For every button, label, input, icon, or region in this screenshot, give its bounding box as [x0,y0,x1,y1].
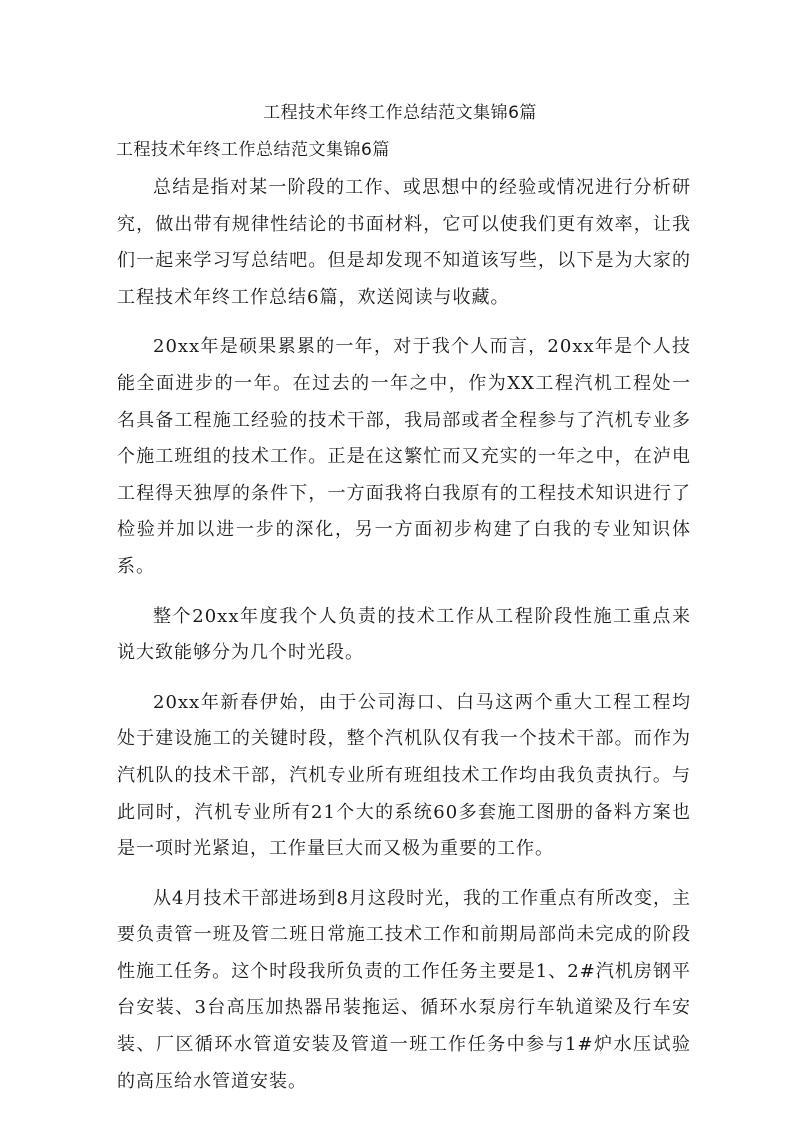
paragraph-intro: 总结是指对某一阶段的工作、或思想中的经验或情况进行分析研究，做出带有规律性结论的书面材料，它可以使我们更有效率，让我们一起来学习写总结吧。但是却发现不知道该写些，以下是为大家的工程技术年终工作总结6篇，欢送阅读与收藏。 [117,177,691,308]
paragraph-time-periods: 整个20xx年度我个人负责的技术工作从工程阶段性施工重点来说大致能够分为几个时光段。 [117,605,691,664]
document-title: 工程技术年终工作总结范文集锦6篇 [263,103,537,123]
document-body [117,170,691,1113]
paragraph-year-overview: 20xx年是硕果累累的一年，对于我个人而言，20xx年是个人技能全面进步的一年。在过去的一年之中，作为XX工程汽机工程处一名具备工程施工经验的技术干部，我局部或者全程参与了汽机专业多个施工班组的技术工作。正是在这繁忙而又充实的一年之中，在泸电工程得天独厚的条件下，一方面我将白我原有的工程技术知识进行了检验并加以进一步的深化，另一方面初步构建了白我的专业知识体系。 [117,336,691,577]
document-subtitle: 工程技术年终工作总结范文集锦6篇 [116,140,390,160]
paragraph-april-august: 从4月技术干部进场到8月这段时光，我的工作重点有所改变，主要负责管一班及管二班日常施工技术工作和前期局部尚未完成的阶段性施工任务。这个时段我所负责的工作任务主要是1、2#汽机房钢平台安装、3台高压加热器吊装拖运、循环水泵房行车轨道梁及行车安装、厂区循环水管道安装及管道一班工作任务中参与1#炉水压试验的高压给水管道安装。 [117,887,691,1092]
paragraph-new-year: 20xx年新春伊始，由于公司海口、白马这两个重大工程工程均处于建设施工的关键时段，整个汽机队仅有我一个技术干部。而作为汽机队的技术干部，汽机专业所有班组技术工作均由我负责执行。与此同时，汽机专业所有21个大的系统60多套施工图册的备料方案也是一项时光紧迫，工作量巨大而又极为重要的工作。 [117,691,691,860]
